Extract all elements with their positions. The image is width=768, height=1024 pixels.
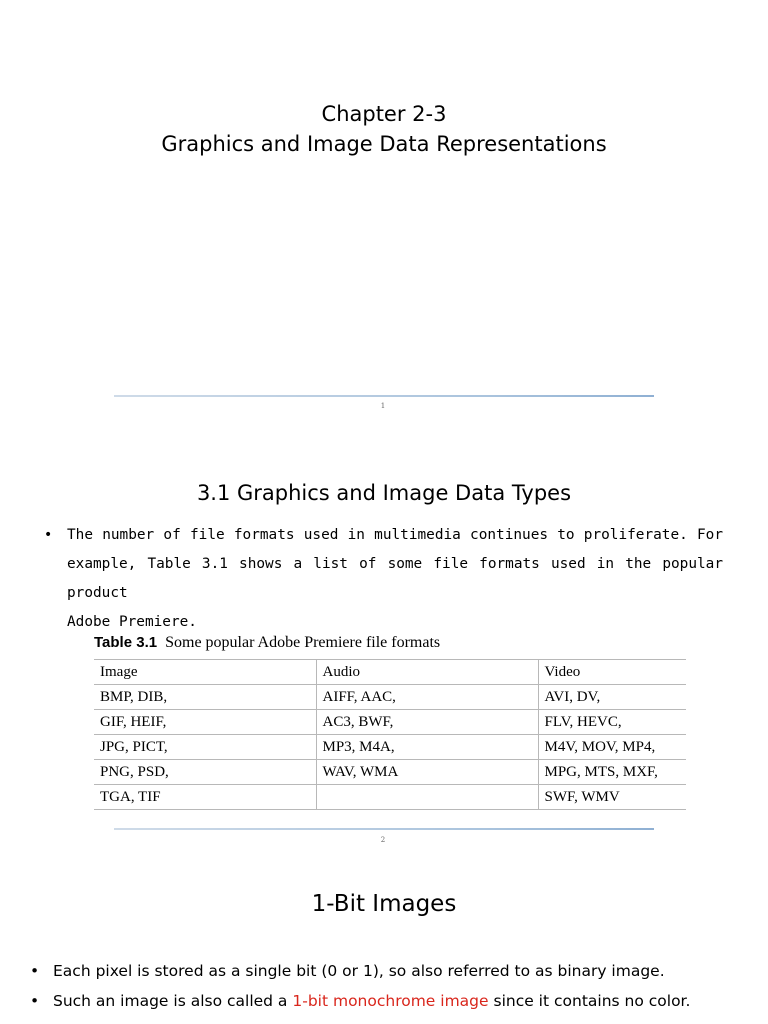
bullet-text-start: Such an image is also called a (53, 992, 293, 1010)
table-cell: SWF, WMV (538, 785, 686, 810)
bullet-icon: • (30, 992, 40, 1010)
table-cell: M4V, MOV, MP4, (538, 735, 686, 760)
page-number: 2 (380, 836, 386, 844)
table-header-row (94, 660, 686, 685)
bullet-item (30, 988, 760, 1014)
table-cell: FLV, HEVC, (538, 710, 686, 735)
column-header-image: Image (94, 660, 316, 685)
slide-separator (114, 395, 654, 397)
table-cell: AC3, BWF, (316, 710, 538, 735)
table-cell: MP3, M4A, (316, 735, 538, 760)
table-row (94, 710, 686, 735)
page-number: 1 (380, 402, 386, 410)
table-row (94, 760, 686, 785)
table-caption-label: Table 3.1 (94, 634, 158, 651)
table-cell: BMP, DIB, (94, 685, 316, 710)
table-cell: AVI, DV, (538, 685, 686, 710)
table-row (94, 785, 686, 810)
table-cell: JPG, PICT, (94, 735, 316, 760)
table-row (94, 735, 686, 760)
slide-title: Graphics and Image Data Representations (161, 132, 607, 156)
table-row (94, 685, 686, 710)
table-caption-text: Some popular Adobe Premiere file formats (165, 634, 441, 651)
section-heading: 1-Bit Images (311, 891, 457, 917)
table-cell: GIF, HEIF, (94, 710, 316, 735)
slide-separator (114, 828, 654, 830)
table-cell (316, 785, 538, 810)
table-cell: TGA, TIF (94, 785, 316, 810)
bullet-icon: • (30, 962, 40, 980)
section-heading: 3.1 Graphics and Image Data Types (196, 481, 572, 505)
intro-paragraph (67, 521, 723, 637)
table-cell: AIFF, AAC, (316, 685, 538, 710)
file-formats-table (94, 659, 686, 810)
slide-title-chapter: Chapter 2-3 (321, 102, 447, 126)
table-caption (94, 632, 440, 654)
table-cell: PNG, PSD, (94, 760, 316, 785)
bullet-text: Each pixel is stored as a single bit (0 or 1), so also referred to as binary image. (53, 962, 665, 980)
column-header-audio: Audio (316, 660, 538, 685)
bullet-icon: • (44, 527, 53, 543)
table-cell: MPG, MTS, MXF, (538, 760, 686, 785)
column-header-video: Video (538, 660, 686, 685)
bullet-text-end: since it contains no color. (488, 992, 691, 1010)
bullet-item (30, 958, 760, 984)
paragraph-line: Adobe Premiere. (67, 614, 197, 630)
highlighted-term: 1-bit monochrome image (292, 992, 489, 1010)
table-cell: WAV, WMA (316, 760, 538, 785)
paragraph-line: The number of file formats used in multimedia continues to proliferate. For (67, 527, 723, 543)
paragraph-line: example, Table 3.1 shows a list of some file formats used in the popular product (67, 556, 723, 601)
